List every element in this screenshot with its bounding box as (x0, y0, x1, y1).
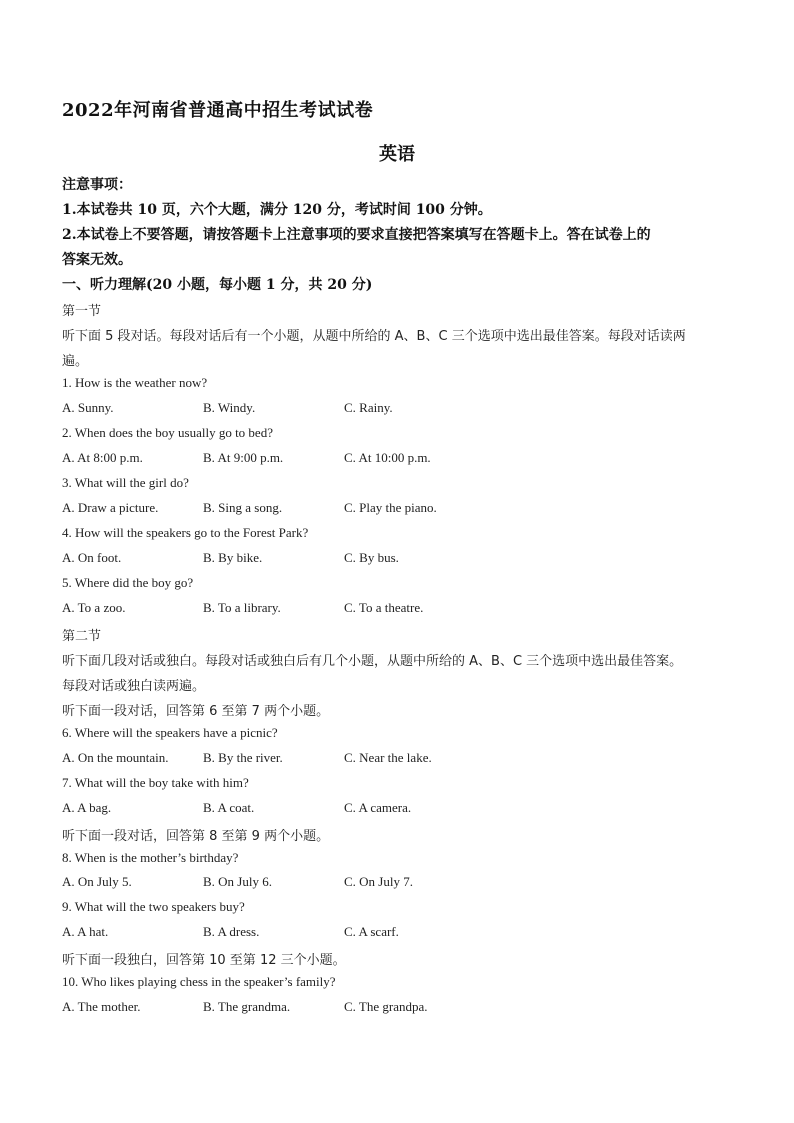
question-2-option-c: C. At 10:00 p.m. (344, 450, 431, 465)
question-2-option-b: B. At 9:00 p.m. (203, 450, 284, 465)
question-1: 1. How is the weather now? (62, 375, 208, 390)
question-8-option-b: B. On July 6. (203, 874, 272, 889)
question-5-option-b: B. To a library. (203, 600, 281, 615)
question-7-option-a: A. A bag. (62, 800, 112, 815)
question-1-option-a: A. Sunny. (62, 400, 114, 415)
part-1-heading: 一、听力理解(20 小题，每小题 1 分，共 20 分) (62, 277, 373, 293)
question-9: 9. What will the two speakers buy? (62, 899, 245, 914)
question-2: 2. When does the boy usually go to bed? (62, 425, 273, 440)
question-8: 8. When is the mother’s birthday? (62, 850, 239, 865)
section-1-label: 第一节 (62, 304, 102, 319)
question-10: 10. Who likes playing chess in the speaker’s family? (62, 974, 336, 989)
notice-item-2-line-1: 2.本试卷上不要答题，请按答题卡上注意事项的要求直接把答案填写在答题卡上。答在试卷上的 (62, 227, 651, 243)
question-4-option-a: A. On foot. (62, 550, 122, 565)
question-3-option-c: C. Play the piano. (344, 500, 437, 515)
question-6-option-c: C. Near the lake. (344, 750, 432, 765)
question-9-option-a: A. A hat. (62, 924, 109, 939)
dialog-2-instruction: 听下面一段对话，回答第 8 至第 9 两个小题。 (62, 829, 330, 844)
question-5-option-a: A. To a zoo. (62, 600, 126, 615)
question-8-option-c: C. On July 7. (344, 874, 413, 889)
question-6: 6. Where will the speakers have a picnic? (62, 725, 278, 740)
question-10-option-c: C. The grandpa. (344, 999, 428, 1014)
notice-heading: 注意事项： (62, 177, 132, 193)
question-9-option-b: B. A dress. (203, 924, 260, 939)
question-10-option-b: B. The grandma. (203, 999, 291, 1014)
section-2-label: 第二节 (62, 629, 102, 644)
question-4: 4. How will the speakers go to the Forest Park? (62, 525, 309, 540)
question-3-option-a: A. Draw a picture. (62, 500, 159, 515)
section-2-instructions-line-2: 每段对话或独白读两遍。 (62, 679, 206, 694)
question-10-option-a: A. The mother. (62, 999, 141, 1014)
monologue-instruction: 听下面一段独白，回答第 10 至第 12 三个小题。 (62, 953, 346, 968)
subject-title: 英语 (379, 144, 415, 165)
question-9-option-c: C. A scarf. (344, 924, 399, 939)
question-5: 5. Where did the boy go? (62, 575, 194, 590)
question-8-option-a: A. On July 5. (62, 874, 132, 889)
question-4-option-c: C. By bus. (344, 550, 399, 565)
question-5-option-c: C. To a theatre. (344, 600, 424, 615)
question-4-option-b: B. By bike. (203, 550, 263, 565)
question-3: 3. What will the girl do? (62, 475, 189, 490)
section-2-instructions-line-1: 听下面几段对话或独白。每段对话或独白后有几个小题，从题中所给的 A、B、C 三个选项中选出最佳答案。 (62, 654, 683, 669)
notice-item-1: 1.本试卷共 10 页，六个大题，满分 120 分，考试时间 100 分钟。 (62, 202, 492, 218)
question-3-option-b: B. Sing a song. (203, 500, 283, 515)
question-7-option-c: C. A camera. (344, 800, 412, 815)
question-1-option-b: B. Windy. (203, 400, 256, 415)
section-1-instructions-line-1: 听下面 5 段对话。每段对话后有一个小题，从题中所给的 A、B、C 三个选项中选出最佳答案。每段对话读两 (62, 329, 686, 344)
notice-item-2-line-2: 答案无效。 (62, 252, 132, 268)
question-2-option-a: A. At 8:00 p.m. (62, 450, 143, 465)
question-6-option-b: B. By the river. (203, 750, 283, 765)
question-7: 7. What will the boy take with him? (62, 775, 249, 790)
question-7-option-b: B. A coat. (203, 800, 255, 815)
question-1-option-c: C. Rainy. (344, 400, 393, 415)
exam-title: 2022年河南省普通高中招生考试试卷 (62, 100, 374, 121)
section-1-instructions-line-2: 遍。 (62, 354, 89, 369)
dialog-1-instruction: 听下面一段对话，回答第 6 至第 7 两个小题。 (62, 704, 330, 719)
question-6-option-a: A. On the mountain. (62, 750, 169, 765)
